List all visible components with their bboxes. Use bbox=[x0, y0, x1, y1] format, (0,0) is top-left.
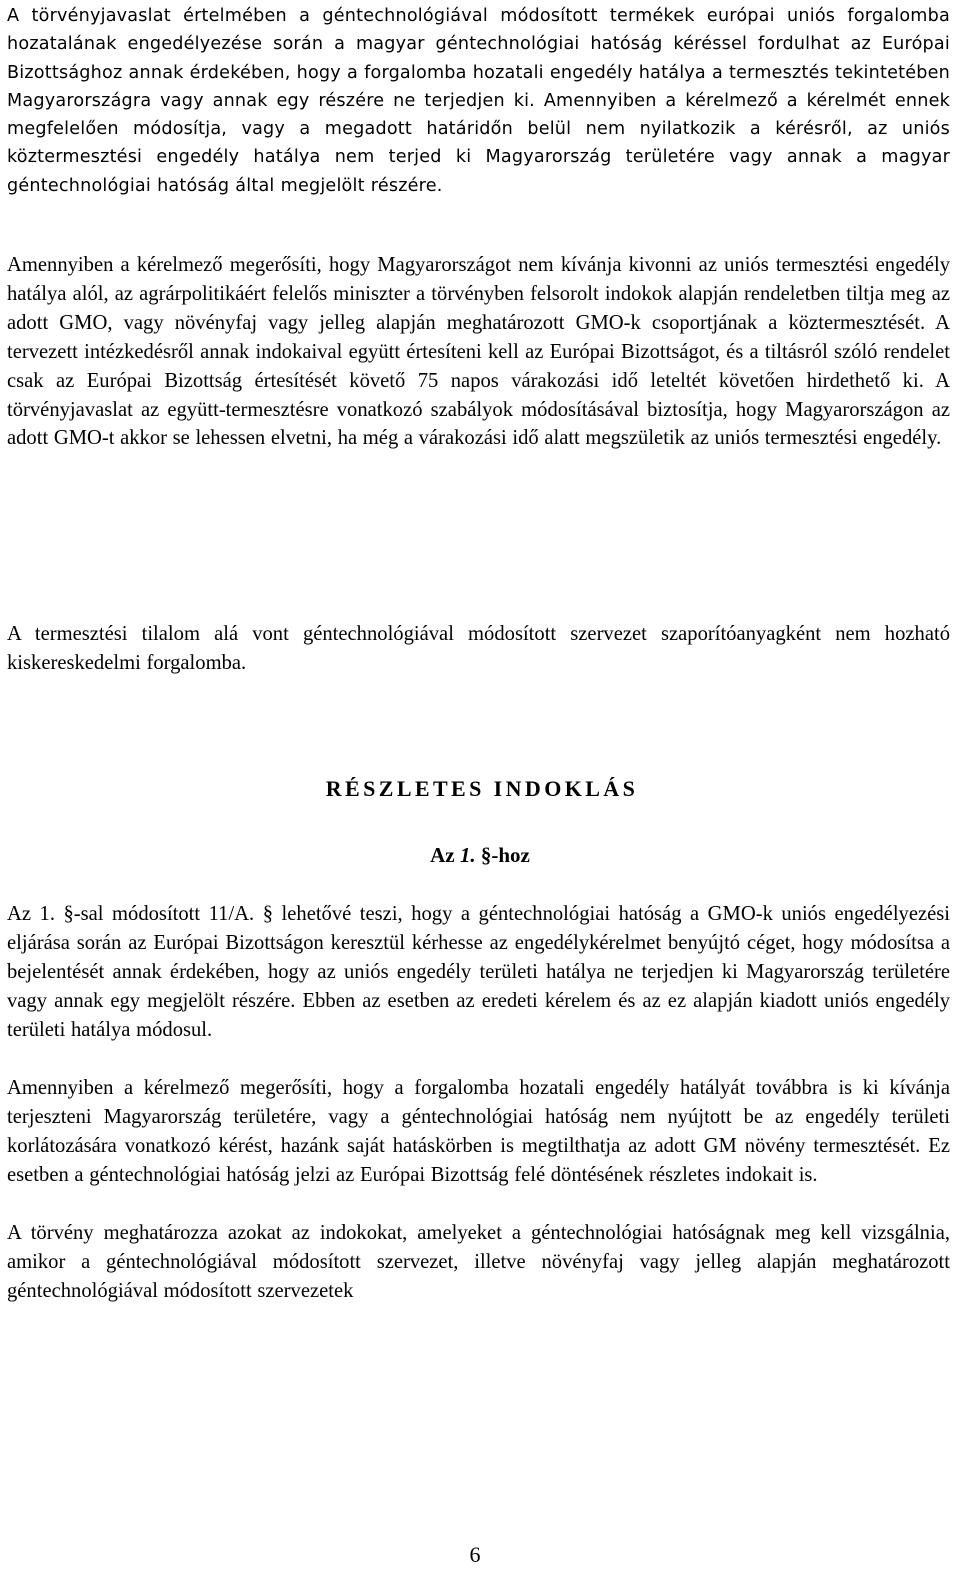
prohibition-block bbox=[7, 251, 950, 453]
section-subtitle bbox=[7, 840, 953, 870]
subtitle-prefix: Az bbox=[430, 843, 460, 867]
paragraph-own-competence-ban: Amennyiben a kérelmező megerősíti, hogy a forgalomba hozatali engedély hatályát továbbra is ki kívánja terjeszteni Magyarország területére, vagy a géntechnológiai hatóság nem nyújtott be az engedély területi korlátozására vonatkozó kérést, hazánk saját hatáskörben is megtilthatja az adott GM növény termesztését. Ez esetben a géntechnológiai hatóság jelzi az Európai Bizottság felé döntésének részletes indokait is. bbox=[7, 1076, 950, 1186]
subtitle-suffix: §-hoz bbox=[475, 843, 530, 867]
paragraph-gap bbox=[7, 1189, 950, 1218]
paragraph-gap bbox=[7, 1045, 950, 1074]
subtitle-number: 1. bbox=[459, 843, 476, 867]
page-number: 6 bbox=[469, 1542, 481, 1567]
paragraph-section-1-explanation: Az 1. §-sal módosított 11/A. § lehetővé teszi, hogy a géntechnológiai hatóság a GMO-k uniós engedélyezési eljárása során az Európai Bizottságon keresztül kérhesse az engedélykérelmet benyújtó céget, hogy módosítsa a bejelentését annak érdekében, hogy az uniós engedély területi hatálya ne terjedjen ki Magyarország területére vagy annak egy megjelölt részére. Ebben az esetben az eredeti kérelem és az ez alapján kiadott uniós engedély területi hatálya módosul. bbox=[7, 903, 950, 1041]
intro-block bbox=[7, 0, 950, 200]
section-title: RÉSZLETES INDOKLÁS bbox=[325, 776, 639, 801]
paragraph-seed-retail-ban: A termesztési tilalom alá vont géntechnológiával módosított szervezet szaporítóanyagként nem hozható kiskereskedelmi forgalomba. bbox=[7, 623, 950, 674]
seed-block bbox=[7, 620, 950, 678]
paragraph-withdrawal-request: A törvényjavaslat értelmében a géntechnológiával módosított termékek európai uniós forgalomba hozatalának engedélyezése során a magyar géntechnológiai hatóság kéréssel fordulhat az Európai Bizottsághoz annak érdekében, hogy a forgalomba hozatali engedély hatálya a termesztés tekintetében Magyarországra vagy annak egy részére ne terjedjen ki. Amennyiben a kérelmező a kérelmét ennek megfelelően módosítja, vagy a megadott határidőn belül nem nyilatkozik a kérésről, az uniós köztermesztési engedély hatálya nem terjed ki Magyarország területére vagy annak a magyar géntechnológiai hatóság által megjelölt részére. bbox=[7, 6, 950, 196]
paragraph-national-prohibition: Amennyiben a kérelmező megerősíti, hogy Magyarországot nem kívánja kivonni az uniós termesztési engedély hatálya alól, az agrárpolitikáért felelős miniszter a törvényben felsorolt indokok alapján rendeletben tiltja meg az adott GMO, vagy növényfaj vagy jelleg alapján meghatározott GMO-k csoportjának a köztermesztését. A tervezett intézkedésről annak indokaival együtt értesíteni kell az Európai Bizottságot, és a tiltásról szóló rendelet csak az Európai Bizottság értesítését követő 75 napos várakozási idő leteltét követően hirdethető ki. A törvényjavaslat az együtt-termesztésre vonatkozó szabályok módosításával biztosítja, hogy Magyarországon az adott GMO-t akkor se lehessen elvetni, ha még a várakozási idő alatt megszületik az uniós termesztési engedély. bbox=[7, 254, 950, 450]
detailed-justification-block bbox=[7, 900, 950, 1305]
paragraph-grounds-examination: A törvény meghatározza azokat az indokokat, amelyeket a géntechnológiai hatóságnak meg kell vizsgálnia, amikor a géntechnológiával módosított szervezet, illetve növényfaj vagy jelleg alapján meghatározott géntechnológiával módosított szervezetek bbox=[7, 1221, 950, 1302]
document-page bbox=[7, 0, 950, 1581]
